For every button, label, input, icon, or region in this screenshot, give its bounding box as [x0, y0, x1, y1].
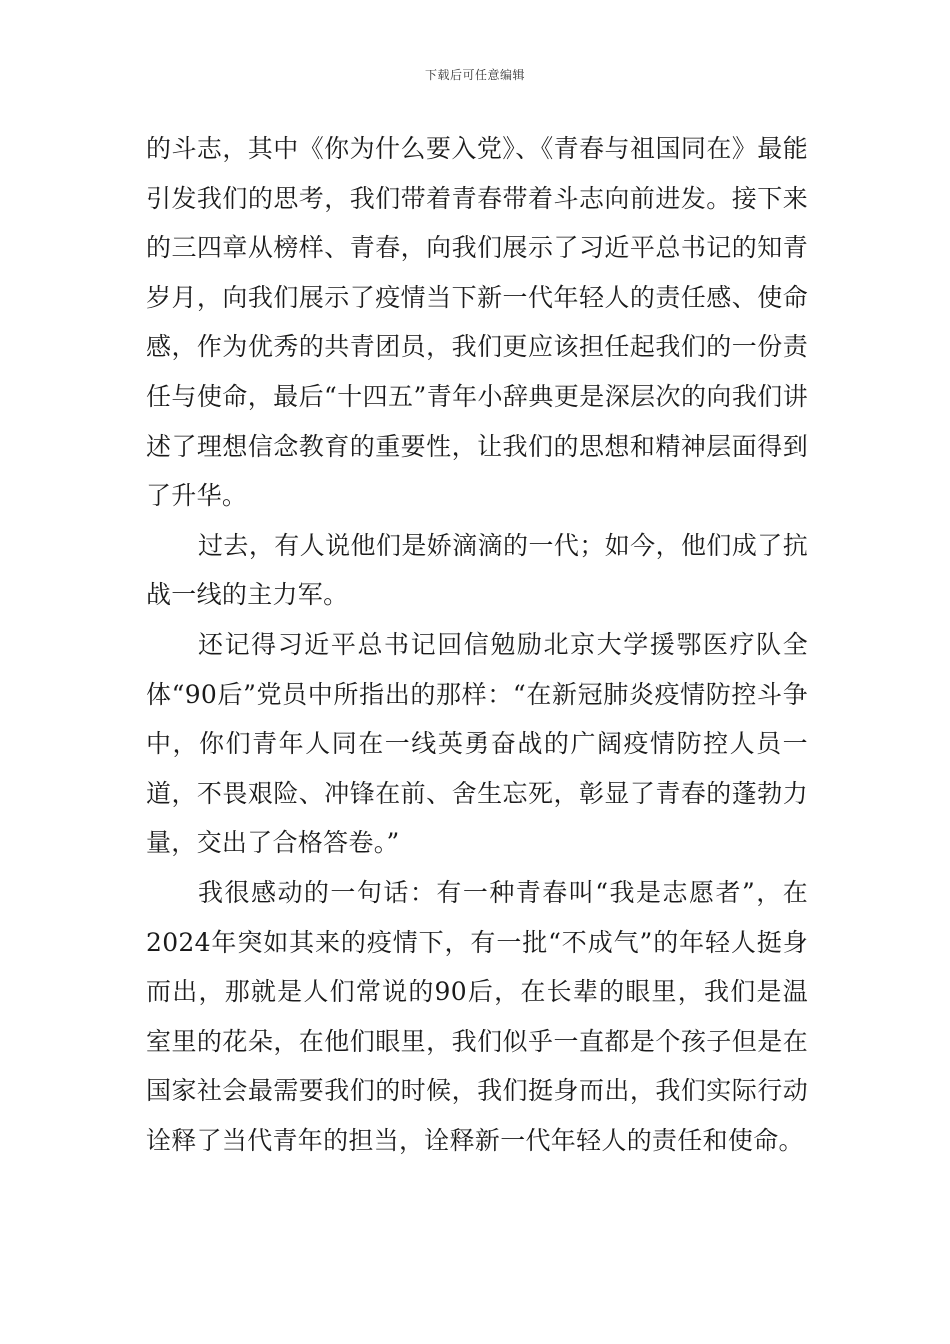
- paragraph-4: 我很感动的一句话：有一种青春叫“我是志愿者”，在2024年突如其来的疫情下，有一批“不成气”的年轻人挺身而出，那就是人们常说的90后，在长辈的眼里，我们是温室里的花朵，在他们眼里，我们似乎一直都是个孩子但是在国家社会最需要我们的时候，我们挺身而出，我们实际行动诠释了当代青年的担当，诠释新一代年轻人的责任和使命。: [146, 877, 808, 1155]
- paragraph-1: 的斗志，其中《你为什么要入党》、《青春与祖国同在》最能引发我们的思考，我们带着青春带着斗志向前进发。接下来的三四章从榜样、青春，向我们展示了习近平总书记的知青岁月，向我们展示了疫情当下新一代年轻人的责任感、使命感，作为优秀的共青团员，我们更应该担任起我们的一份责任与使命，最后“十四五”青年小辞典更是深层次的向我们讲述了理想信念教育的重要性，让我们的思想和精神层面得到了升华。: [146, 134, 808, 511]
- document-body: [146, 124, 808, 1165]
- paragraph-3: 还记得习近平总书记回信勉励北京大学援鄂医疗队全体“90后”党员中所指出的那样：“在新冠肺炎疫情防控斗争中，你们青年人同在一线英勇奋战的广阔疫情防控人员一道，不畏艰险、冲锋在前、舍生忘死，彰显了青春的蓬勃力量，交出了合格答卷。”: [146, 629, 808, 858]
- paragraph-2: 过去，有人说他们是娇滴滴的一代；如今，他们成了抗战一线的主力军。: [146, 530, 808, 610]
- header-note: 下载后可任意编辑: [424, 68, 525, 82]
